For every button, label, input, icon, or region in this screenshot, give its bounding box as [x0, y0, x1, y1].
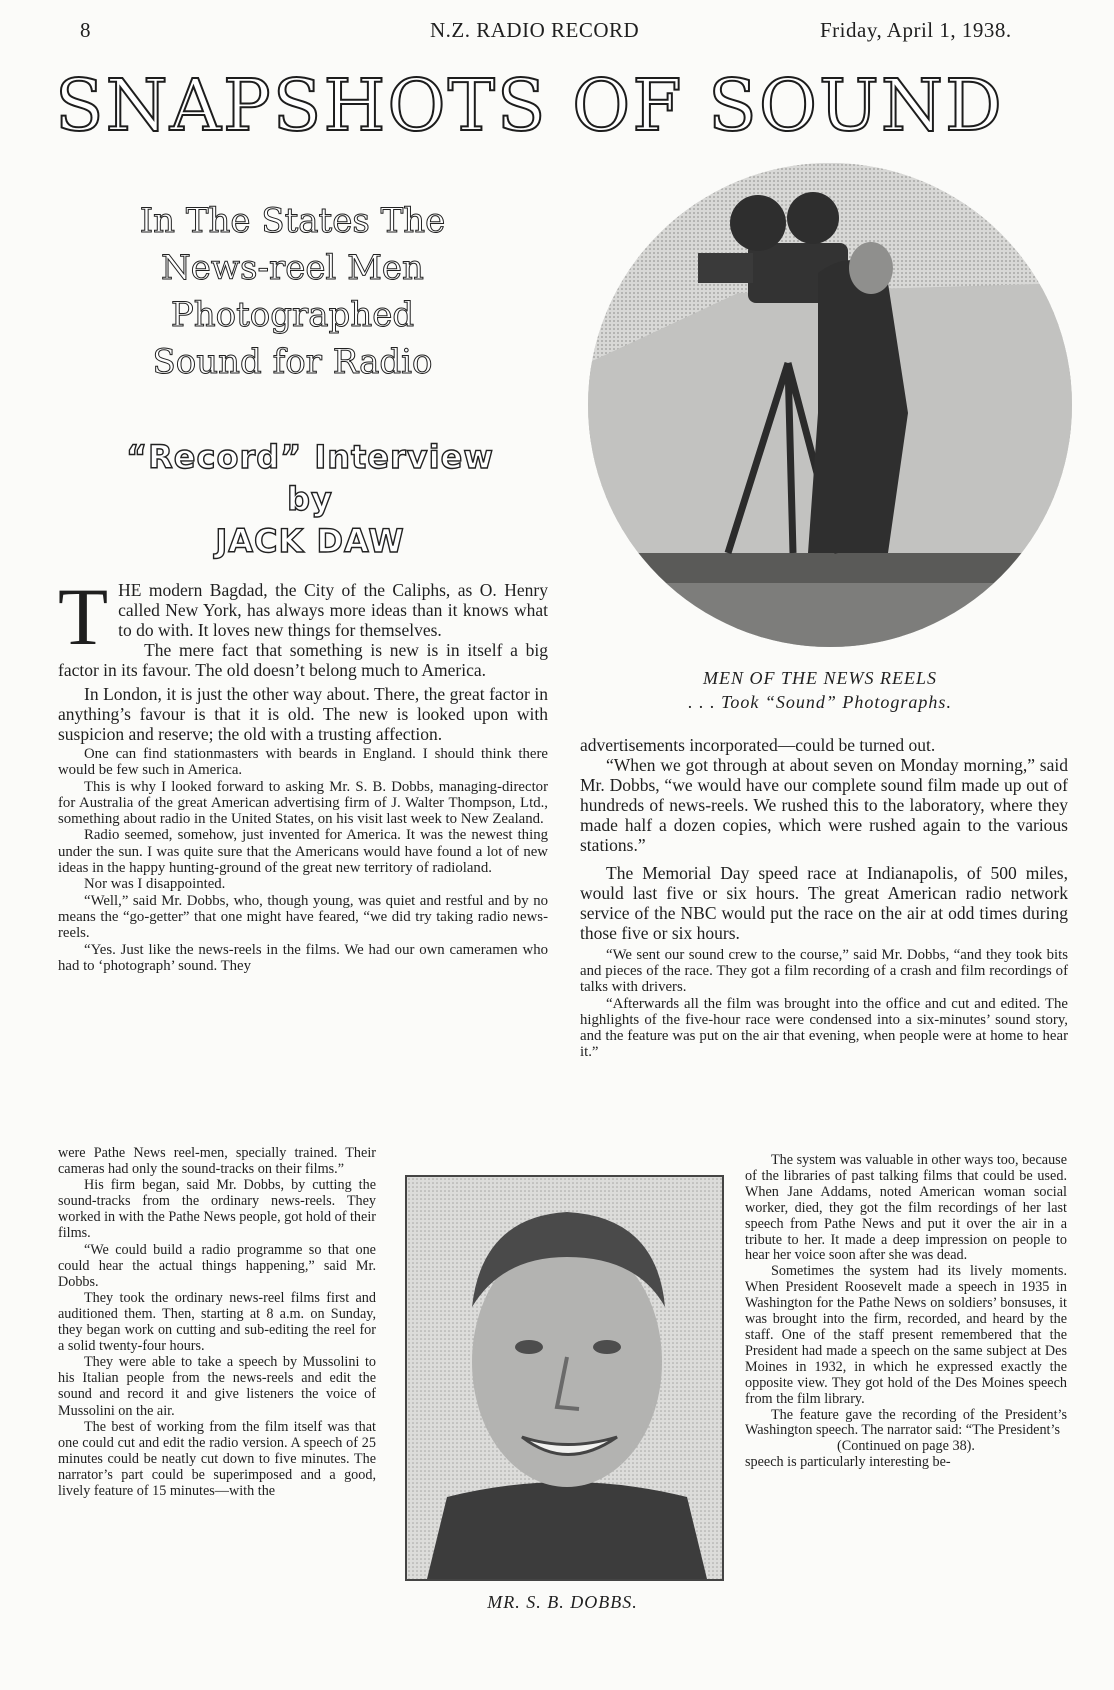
issue-date: Friday, April 1, 1938. — [820, 18, 1012, 42]
article-title: SNAPSHOTS OF SOUND — [55, 64, 1004, 147]
photo-caption-subtitle: . . . Took “Sound” Photographs. — [688, 692, 952, 712]
paragraph: “When we got through at about seven on Monday morning,” said Mr. Dobbs, “we would have our complete sound film made up out of hundreds of news-reels. We rushed this to the laboratory, where they made half a dozen copies, which were rushed again to the various stations.” — [580, 755, 1068, 855]
article-left-column — [58, 571, 548, 974]
portrait-caption: MR. S. B. DOBBS. — [487, 1592, 638, 1612]
continued-note: (Continued on page 38). — [837, 1438, 975, 1455]
paragraph: speech is particularly interesting be- — [745, 1454, 951, 1471]
drop-cap: T — [58, 571, 109, 662]
opening-paragraph: THE modern Bagdad, the City of the Caliphs, as O. Henry called New York, has always more ideas than it knows what to do with. It loves new things for themselves. — [58, 571, 548, 662]
paragraph: In London, it is just the other way about. There, the great factor in anything’s favour is that it is old. The new is looked upon with suspicion and reserve; the old with a trusting affection. — [58, 684, 548, 744]
paragraph: “We could build a radio programme so that one could hear the actual things happening,” said Mr. Dobbs. — [58, 1241, 376, 1290]
paragraph: Radio seemed, somehow, just invented for America. It was the newest thing under the sun. I was quite sure that the Americans would have found a lot of new ideas in the happy hunting-ground of the great new territory of radioland. — [58, 827, 548, 877]
paragraph: Sometimes the system had its lively moments. When President Roosevelt made a speech in 1935 in Washington for the Pathe News on soldiers’ bonsuses, it was brought into the firm, recorded, and heard by the staff. One of the staff present remembered that the President had made a speech on the same subject at Des Moines in 1932, in which he expressed exactly the opposite view. They got hold of the Des Moines speech from the film library. — [745, 1263, 1067, 1407]
paragraph: The feature gave the recording of the President’s Washington speech. The narrator said: “The President’s — [745, 1406, 1067, 1439]
photo-caption-title: MEN OF THE NEWS REELS — [703, 668, 937, 688]
paragraph: One can find stationmasters with beards in England. I should think there would be few such in America. — [58, 746, 548, 779]
paragraph: advertisements incorporated—could be turned out. — [580, 735, 936, 755]
paragraph: “Yes. Just like the news-reels in the films. We had our own cameramen who had to ‘photograph’ sound. They — [58, 941, 548, 974]
paragraph: Nor was I disappointed. — [84, 876, 226, 893]
news-reel-photo — [588, 163, 1072, 647]
paragraph: They took the ordinary news-reel films first and auditioned them. Then, starting at 8 a.m. on Sunday, they began work on cutting and sub-editing the reel for a solid twenty-four hours. — [58, 1289, 376, 1355]
paragraph: The Memorial Day speed race at Indianapolis, of 500 miles, would last five or six hours. The great American radio network service of the NBC would put the race on the air at odd times during those five or six hours. — [580, 863, 1068, 943]
page-number: 8 — [80, 18, 91, 42]
article-right-column — [580, 735, 1068, 1060]
paragraph: were Pathe News reel-men, specially trained. Their cameras had only the sound-tracks on their films.” — [58, 1145, 376, 1178]
article-subtitle: In The States The News-reel Men Photographed Sound for Radio — [139, 201, 446, 382]
paragraph: “Afterwards all the film was brought into the office and cut and edited. The highlights of the five-hour race were condensed into a six-minutes’ sound story, and the feature was put on the air that evening, when people were at home to hear it.” — [580, 995, 1068, 1061]
paragraph: They were able to take a speech by Mussolini to his Italian people from the news-reels and edit the sound and record it and give listeners the voice of Mussolini on the air. — [58, 1354, 376, 1419]
dobbs-portrait-photo — [405, 1175, 724, 1581]
byline-intro: “Record” Interview by — [126, 438, 494, 518]
paragraph: The mere fact that something is new is in itself a big factor in its favour. The old doesn’t belong much to America. — [58, 640, 548, 680]
paragraph: The system was valuable in other ways too, because of the libraries of past talking films that could be used. When Jane Addams, noted American woman social worker, died, they got the film recordings of her last speech from Pathe News and put it over the air in a tribute to her. It made a deep impression on people to hear her voice soon after she was dead. — [745, 1152, 1067, 1264]
paragraph: This is why I looked forward to asking Mr. S. B. Dobbs, managing-director for Australia of the great American advertising firm of J. Walter Thompson, Ltd., something about radio in the United States, on his visit last week to New Zealand. — [58, 778, 548, 828]
paragraph: The best of working from the film itself was that one could cut and edit the radio version. A speech of 25 minutes could be neatly cut down to five minutes. The narrator’s part could be superimposed and a good, lively feature of 15 minutes—with the — [58, 1418, 376, 1499]
byline-author: JACK DAW — [215, 522, 405, 560]
portrait-illustration — [407, 1177, 722, 1579]
byline — [100, 436, 520, 562]
paragraph: His firm began, said Mr. Dobbs, by cutting the sound-tracks from the ordinary news-reels. They worked in with the Pathe News people, got hold of their films. — [58, 1177, 376, 1242]
paragraph: “Well,” said Mr. Dobbs, who, though young, was quiet and restful and by no means the “go-getter” that one might have feared, “we did try taking radio news-reels. — [58, 892, 548, 942]
article-narrow-column — [58, 1145, 376, 1499]
photo-caption — [620, 666, 1020, 714]
camera-man-illustration — [588, 163, 1072, 647]
article-right-narrow-column — [745, 1153, 1067, 1471]
publication-name: N.Z. RADIO RECORD — [430, 18, 640, 42]
paragraph: “We sent our sound crew to the course,” said Mr. Dobbs, “and they took bits and pieces of the race. They got a film recording of a crash and film recordings of talks with drivers. — [580, 947, 1068, 996]
